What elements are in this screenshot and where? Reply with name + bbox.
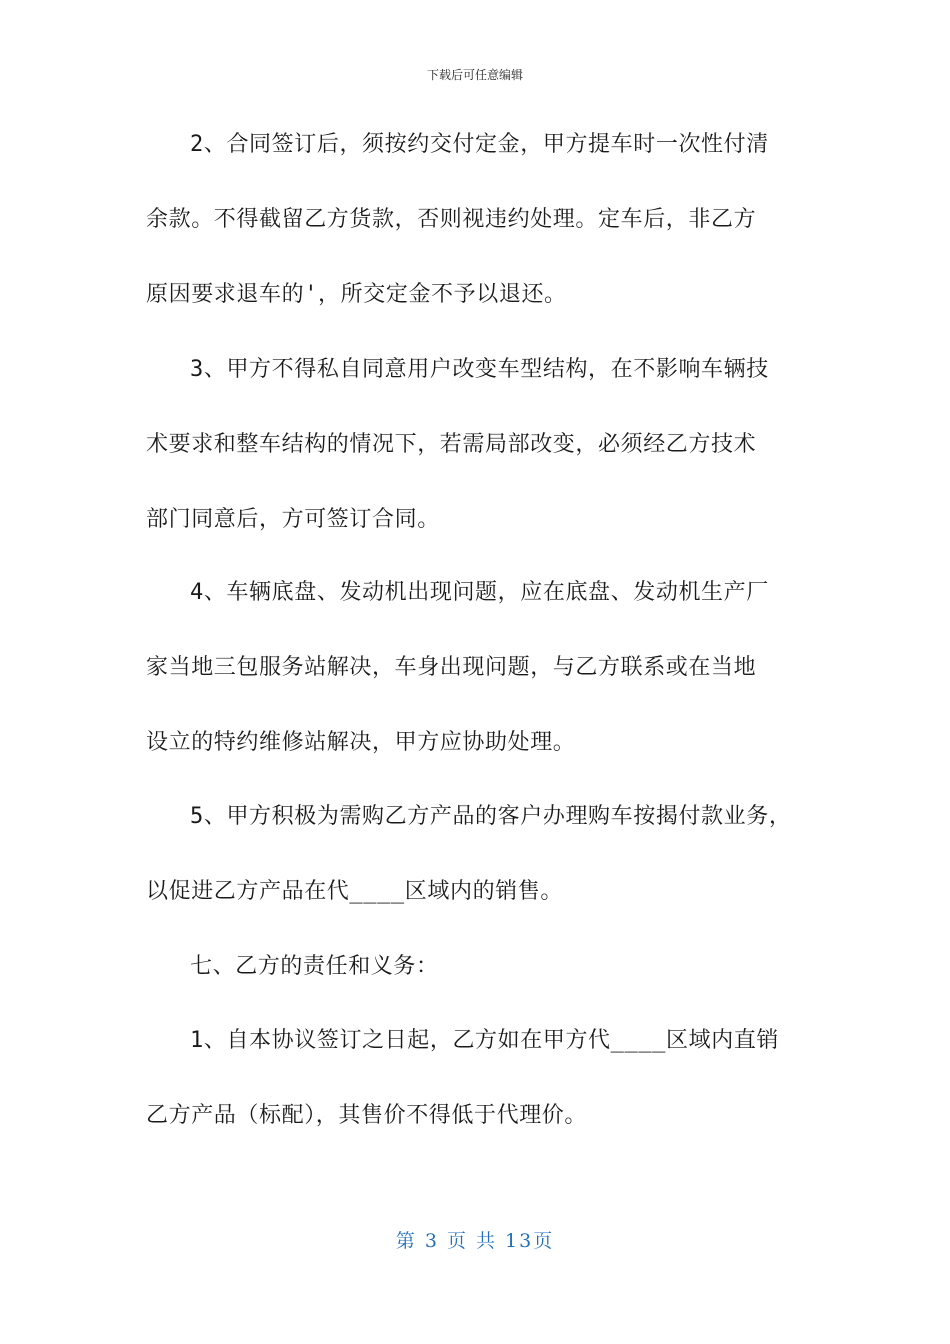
paragraph-1-line-1: 2、合同签订后，须按约交付定金，甲方提车时一次性付清 <box>190 132 769 157</box>
paragraph-3-line-3: 设立的特约维修站解决，甲方应协助处理。 <box>146 730 576 755</box>
paragraph-1-line-2: 余款。不得截留乙方货款，否则视违约处理。定车后，非乙方 <box>146 207 757 232</box>
paragraph-5-line-1: 1、自本协议签订之日起，乙方如在甲方代____区域内直销 <box>190 1028 780 1053</box>
paragraph-5-line-2: 乙方产品（标配），其售价不得低于代理价。 <box>146 1103 588 1128</box>
paragraph-2-line-3: 部门同意后，方可签订合同。 <box>146 507 440 532</box>
paragraph-2-line-1: 3、甲方不得私自同意用户改变车型结构，在不影响车辆技 <box>190 357 769 382</box>
paragraph-4-line-1: 5、甲方积极为需购乙方产品的客户办理购车按揭付款业务， <box>190 804 792 829</box>
paragraph-2-line-2: 术要求和整车结构的情况下，若需局部改变，必须经乙方技术 <box>146 432 757 457</box>
page-number-footer: 第 3 页 共 13页 <box>395 1230 555 1252</box>
paragraph-4-line-2: 以促进乙方产品在代____区域内的销售。 <box>146 879 563 904</box>
page-header: 下载后可任意编辑 <box>426 68 523 82</box>
paragraph-3-line-1: 4、车辆底盘、发动机出现问题，应在底盘、发动机生产厂 <box>190 580 769 605</box>
section-heading: 七、乙方的责任和义务： <box>190 954 439 979</box>
paragraph-3-line-2: 家当地三包服务站解决，车身出现问题，与乙方联系或在当地 <box>146 655 757 680</box>
paragraph-1-line-3: 原因要求退车的'，所交定金不予以退还。 <box>146 282 567 307</box>
